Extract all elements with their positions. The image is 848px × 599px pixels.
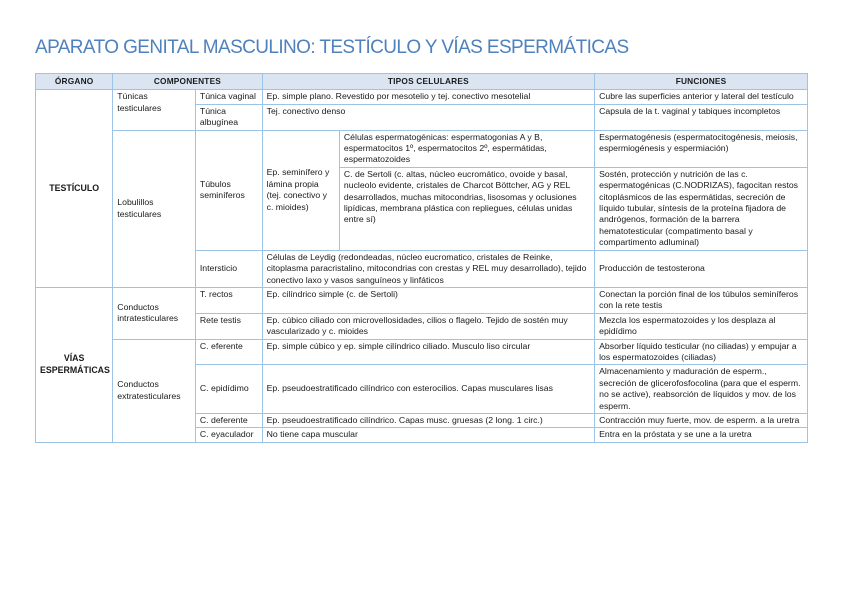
component-deferente: C. deferente <box>195 413 262 427</box>
funciones-intersticio: Producción de testosterona <box>595 250 808 287</box>
organ-testiculo: TESTÍCULO <box>36 90 113 288</box>
funciones-tunica-albuginea: Capsula de la t. vaginal y tabiques incompletos <box>595 104 808 130</box>
tipos-tunica-albuginea: Tej. conectivo denso <box>262 104 595 130</box>
tipos-tubos-rectos: Ep. cilíndrico simple (c. de Sertoli) <box>262 287 595 313</box>
tipos-epididimo: Ep. pseudoestratificado cilíndrico con esterocilios. Capas musculares lisas <box>262 365 595 414</box>
funciones-espermatogenicas: Espermatogénesis (espermatocitogénesis, meiosis, espermiogénesis y espermiación) <box>595 130 808 167</box>
funciones-tunica-vaginal: Cubre las superficies anterior y lateral del testículo <box>595 90 808 104</box>
funciones-eyaculador: Entra en la próstata y se une a la uretra <box>595 428 808 442</box>
component-eferente: C. eferente <box>195 339 262 365</box>
tipos-intersticio: Células de Leydig (redondeadas, núcleo eucromatico, cristales de Reinke, citoplasma paracristalino, mitocondrias con crestas y REL muy desarrollado), tejido conectivo laxo y vasos sanguíneos y linfáticos <box>262 250 595 287</box>
funciones-tubos-rectos: Conectan la porción final de los túbulos seminíferos con la rete testis <box>595 287 808 313</box>
component-eyaculador: C. eyaculador <box>195 428 262 442</box>
header-funciones: FUNCIONES <box>595 74 808 90</box>
group-intratesticulares: Conductos intratesticulares <box>113 287 196 339</box>
tipos-sertoli: C. de Sertoli (c. altas, núcleo eucromático, ovoide y basal, nucleolo evidente, cristales de Charcot Böttcher, AG y REL desarrollados, muchas mitocondrias, lisosomas y oclusiones lipídicas, membrana plástica con repliegues, células unidas entre sí) <box>339 167 594 250</box>
tipos-eyaculador: No tiene capa muscular <box>262 428 595 442</box>
tipos-espermatogenicas: Células espermatogénicas: espermatogonias A y B, espermatocitos 1º, espermatocitos 2º, espermátidas, espermatozoides <box>339 130 594 167</box>
group-lobulillos: Lobulillos testiculares <box>113 130 196 287</box>
table-row <box>36 130 808 167</box>
header-componentes: COMPONENTES <box>113 74 262 90</box>
tipos-eferente: Ep. simple cúbico y ep. simple cilíndrico ciliado. Musculo liso circular <box>262 339 595 365</box>
header-tipos-celulares: TIPOS CELULARES <box>262 74 595 90</box>
group-extratesticulares: Conductos extratesticulares <box>113 339 196 442</box>
funciones-rete-testis: Mezcla los espermatozoides y los desplaza al epidídimo <box>595 313 808 339</box>
header-row <box>36 74 808 90</box>
page-title: APARATO GENITAL MASCULINO: TESTÍCULO Y VÍAS ESPERMÁTICAS <box>35 37 629 58</box>
component-epididimo: C. epidídimo <box>195 365 262 414</box>
table-row <box>36 90 808 104</box>
tipos-deferente: Ep. pseudoestratificado cilíndrico. Capas musc. gruesas (2 long. 1 circ.) <box>262 413 595 427</box>
header-organo: ÓRGANO <box>36 74 113 90</box>
funciones-epididimo: Almacenamiento y maduración de esperm., secreción de glicerofosfocolina (para que el esperm. no se active), reabsorción de líquidos y mov. de los esperm. <box>595 365 808 414</box>
epitelio-seminifero: Ep. seminífero y lámina propia (tej. conectivo y c. mioides) <box>262 130 339 250</box>
tipos-rete-testis: Ep. cúbico ciliado con microvellosidades, cilios o flagelo. Tejido de sostén muy vascularizado y c. mioides <box>262 313 595 339</box>
component-tubulos-seminiferos: Túbulos seminíferos <box>195 130 262 250</box>
funciones-eferente: Absorber líquido testicular (no ciliadas) y empujar a los espermatozoides (ciliadas) <box>595 339 808 365</box>
component-intersticio: Intersticio <box>195 250 262 287</box>
component-tunica-albuginea: Túnica albugínea <box>195 104 262 130</box>
table-row <box>36 339 808 365</box>
table-row <box>36 287 808 313</box>
component-tunica-vaginal: Túnica vaginal <box>195 90 262 104</box>
component-rete-testis: Rete testis <box>195 313 262 339</box>
histology-table <box>35 73 808 443</box>
group-tunicas: Túnicas testiculares <box>113 90 196 130</box>
organ-vias-espermaticas: VÍAS ESPERMÁTICAS <box>36 287 113 442</box>
tipos-tunica-vaginal: Ep. simple plano. Revestido por mesotelio y tej. conectivo mesotelial <box>262 90 595 104</box>
funciones-deferente: Contracción muy fuerte, mov. de esperm. a la uretra <box>595 413 808 427</box>
component-tubos-rectos: T. rectos <box>195 287 262 313</box>
funciones-sertoli: Sostén, protección y nutrición de las c. espermatogénicas (C.NODRIZAS), fagocitan restos citoplásmicos de las espermátidas, secreción de líquido tubular, síntesis de la proteína fijadora de andrógenos, formación de la barrera hematotesticular (compatimento basal y compartimento adluminal) <box>595 167 808 250</box>
